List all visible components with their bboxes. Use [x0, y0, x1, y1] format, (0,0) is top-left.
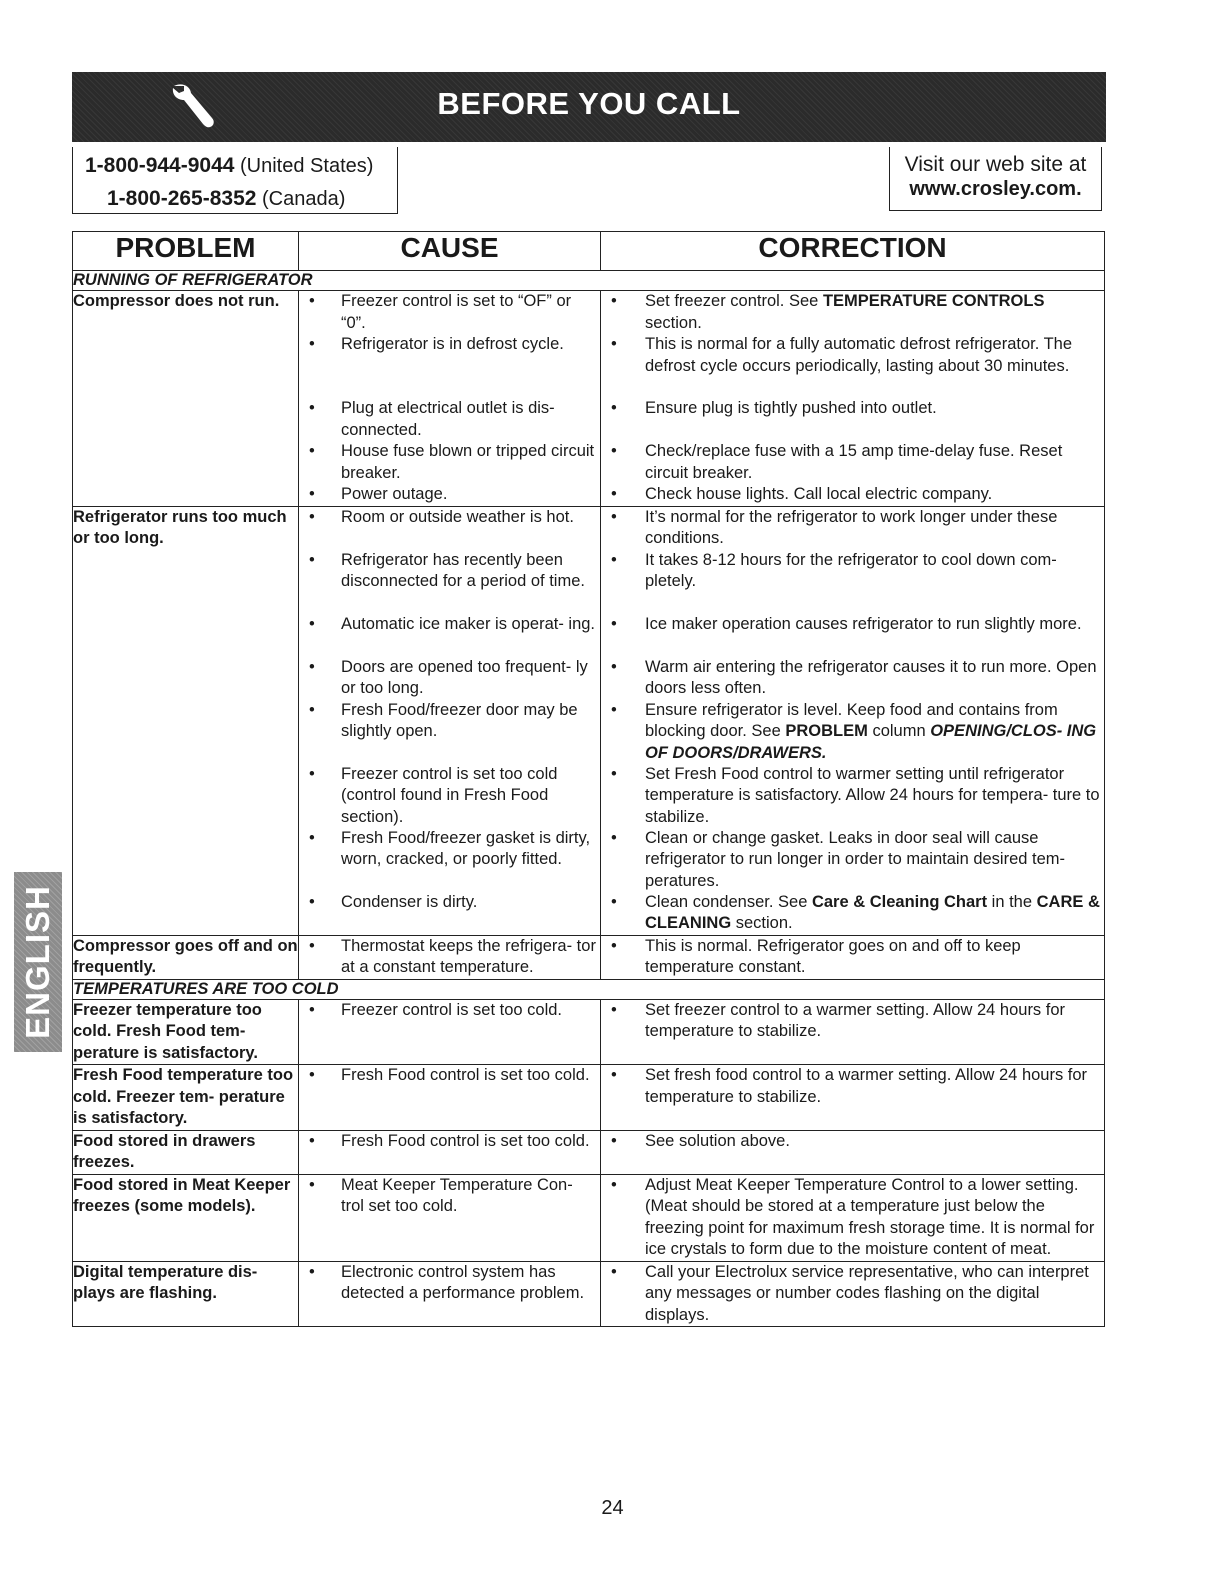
banner	[72, 72, 1106, 142]
cause-item: • Fresh Food/freezer door may be slightly open.	[299, 700, 600, 764]
page-number: 24	[601, 1497, 624, 1519]
correction-cell	[601, 1130, 1105, 1174]
correction-cell	[601, 291, 1105, 507]
correction-item: • Set freezer control. See TEMPERATURE CONTROLS section.	[601, 291, 1104, 334]
phone-box	[72, 147, 398, 214]
website-intro: Visit our web site at	[904, 153, 1087, 176]
troubleshooting-table	[72, 231, 1105, 1327]
cause-item: • Condenser is dirty.	[299, 892, 600, 914]
correction-item: • Warm air entering the refrigerator causes it to run more. Open doors less often.	[601, 657, 1104, 700]
correction-cell	[601, 935, 1105, 979]
table-row	[73, 1130, 1105, 1174]
section-row	[73, 271, 1105, 291]
us-number: 1-800-944-9044	[85, 154, 235, 177]
ca-number: 1-800-265-8352	[107, 187, 257, 210]
table-row	[73, 1065, 1105, 1131]
correction-item: • Set Fresh Food control to warmer setting until refrigerator temperature is satisfactory. Allow 24 hours for tempera- ture to stabilize.	[601, 764, 1104, 828]
cause-item: • Refrigerator is in defrost cycle.	[299, 334, 600, 398]
ca-label: (Canada)	[262, 188, 346, 210]
cause-item: • Fresh Food/freezer gasket is dirty, worn, cracked, or poorly fitted.	[299, 828, 600, 892]
cause-cell	[299, 935, 601, 979]
cause-item: • Freezer control is set too cold (control found in Fresh Food section).	[299, 764, 600, 828]
cause-item: • Electronic control system has detected a performance problem.	[299, 1262, 600, 1305]
problem-cell: Digital temperature dis- plays are flashing.	[73, 1261, 299, 1327]
correction-item: • Ice maker operation causes refrigerator to run slightly more.	[601, 614, 1104, 657]
correction-item: • Check house lights. Call local electric company.	[601, 484, 1104, 506]
correction-item: • This is normal. Refrigerator goes on and off to keep temperature constant.	[601, 936, 1104, 979]
correction-cell	[601, 1065, 1105, 1131]
us-label: (United States)	[240, 155, 374, 177]
us-phone	[85, 154, 373, 178]
language-tab	[14, 872, 62, 1052]
problem-cell: Compressor goes off and on frequently.	[73, 935, 299, 979]
section-row	[73, 979, 1105, 999]
correction-item: • See solution above.	[601, 1131, 1104, 1153]
problem-cell: Fresh Food temperature too cold. Freezer tem- perature is satisfactory.	[73, 1065, 299, 1131]
cause-cell	[299, 1174, 601, 1261]
cause-cell	[299, 1130, 601, 1174]
cause-item: • Power outage.	[299, 484, 600, 506]
table-row	[73, 506, 1105, 935]
website-box	[889, 147, 1102, 211]
correction-item: • Adjust Meat Keeper Temperature Control to a lower setting. (Meat should be stored at a temperature just below the freezing point for maximum fresh storage time. It is normal for ice crystals to form due to the moisture content of meat.	[601, 1175, 1104, 1261]
correction-item: • It’s normal for the refrigerator to work longer under these conditions.	[601, 507, 1104, 550]
correction-cell	[601, 1174, 1105, 1261]
correction-item: • Set freezer control to a warmer setting. Allow 24 hours for temperature to stabilize.	[601, 1000, 1104, 1043]
language-tab-label: ENGLISH	[19, 885, 56, 1039]
cause-item: • Freezer control is set to “OF” or “0”.	[299, 291, 600, 334]
correction-item: • Check/replace fuse with a 15 amp time-delay fuse. Reset circuit breaker.	[601, 441, 1104, 484]
correction-item: • Clean or change gasket. Leaks in door seal will cause refrigerator to run longer in order to maintain desired tem- peratures.	[601, 828, 1104, 892]
correction-cell	[601, 999, 1105, 1065]
cause-item: • Meat Keeper Temperature Con- trol set too cold.	[299, 1175, 600, 1218]
table-row	[73, 999, 1105, 1065]
cause-item: • Automatic ice maker is operat- ing.	[299, 614, 600, 657]
cause-item: • Doors are opened too frequent- ly or too long.	[299, 657, 600, 700]
cause-cell	[299, 506, 601, 935]
cause-item: • Plug at electrical outlet is dis- connected.	[299, 398, 600, 441]
cause-item: • Refrigerator has recently been disconnected for a period of time.	[299, 550, 600, 614]
correction-item: • It takes 8-12 hours for the refrigerator to cool down com- pletely.	[601, 550, 1104, 614]
cause-cell	[299, 999, 601, 1065]
section-too-cold: TEMPERATURES ARE TOO COLD	[73, 979, 1105, 999]
correction-item: • Ensure plug is tightly pushed into outlet.	[601, 398, 1104, 441]
correction-cell	[601, 1261, 1105, 1327]
website-url: www.crosley.com.	[909, 178, 1082, 200]
cause-item: • House fuse blown or tripped circuit breaker.	[299, 441, 600, 484]
cause-item: • Room or outside weather is hot.	[299, 507, 600, 550]
ca-phone	[107, 187, 345, 211]
table-row	[73, 291, 1105, 507]
problem-cell: Food stored in Meat Keeper freezes (some models).	[73, 1174, 299, 1261]
problem-cell: Refrigerator runs too much or too long.	[73, 506, 299, 935]
banner-title: BEFORE YOU CALL	[437, 86, 741, 121]
cause-cell	[299, 291, 601, 507]
correction-item: • Clean condenser. See Care & Cleaning Chart in the CARE & CLEANING section.	[601, 892, 1104, 935]
cause-item: • Freezer control is set too cold.	[299, 1000, 600, 1022]
correction-item: • Ensure refrigerator is level. Keep food and contains from blocking door. See PROBLEM column OPENING/CLOS- ING OF DOORS/DRAWERS.	[601, 700, 1104, 764]
cause-item: • Fresh Food control is set too cold.	[299, 1065, 600, 1087]
cause-item: • Fresh Food control is set too cold.	[299, 1131, 600, 1153]
correction-cell	[601, 506, 1105, 935]
correction-item: • This is normal for a fully automatic defrost refrigerator. The defrost cycle occurs periodically, lasting about 30 minutes.	[601, 334, 1104, 398]
cause-cell	[299, 1261, 601, 1327]
section-running: RUNNING OF REFRIGERATOR	[73, 271, 1105, 291]
problem-cell: Freezer temperature too cold. Fresh Food tem- perature is satisfactory.	[73, 999, 299, 1065]
problem-cell: Food stored in drawers freezes.	[73, 1130, 299, 1174]
correction-header: CORRECTION	[601, 232, 1105, 271]
table-row	[73, 1174, 1105, 1261]
cause-header: CAUSE	[299, 232, 601, 271]
cause-item: • Thermostat keeps the refrigera- tor at a constant temperature.	[299, 936, 600, 979]
table-row	[73, 935, 1105, 979]
correction-item: • Call your Electrolux service representative, who can interpret any messages or number codes flashing on the digital displays.	[601, 1262, 1104, 1327]
header-row	[73, 232, 1105, 271]
correction-item: • Set fresh food control to a warmer setting. Allow 24 hours for temperature to stabilize.	[601, 1065, 1104, 1108]
problem-header: PROBLEM	[73, 232, 299, 271]
cause-cell	[299, 1065, 601, 1131]
table-row	[73, 1261, 1105, 1327]
problem-cell: Compressor does not run.	[73, 291, 299, 507]
